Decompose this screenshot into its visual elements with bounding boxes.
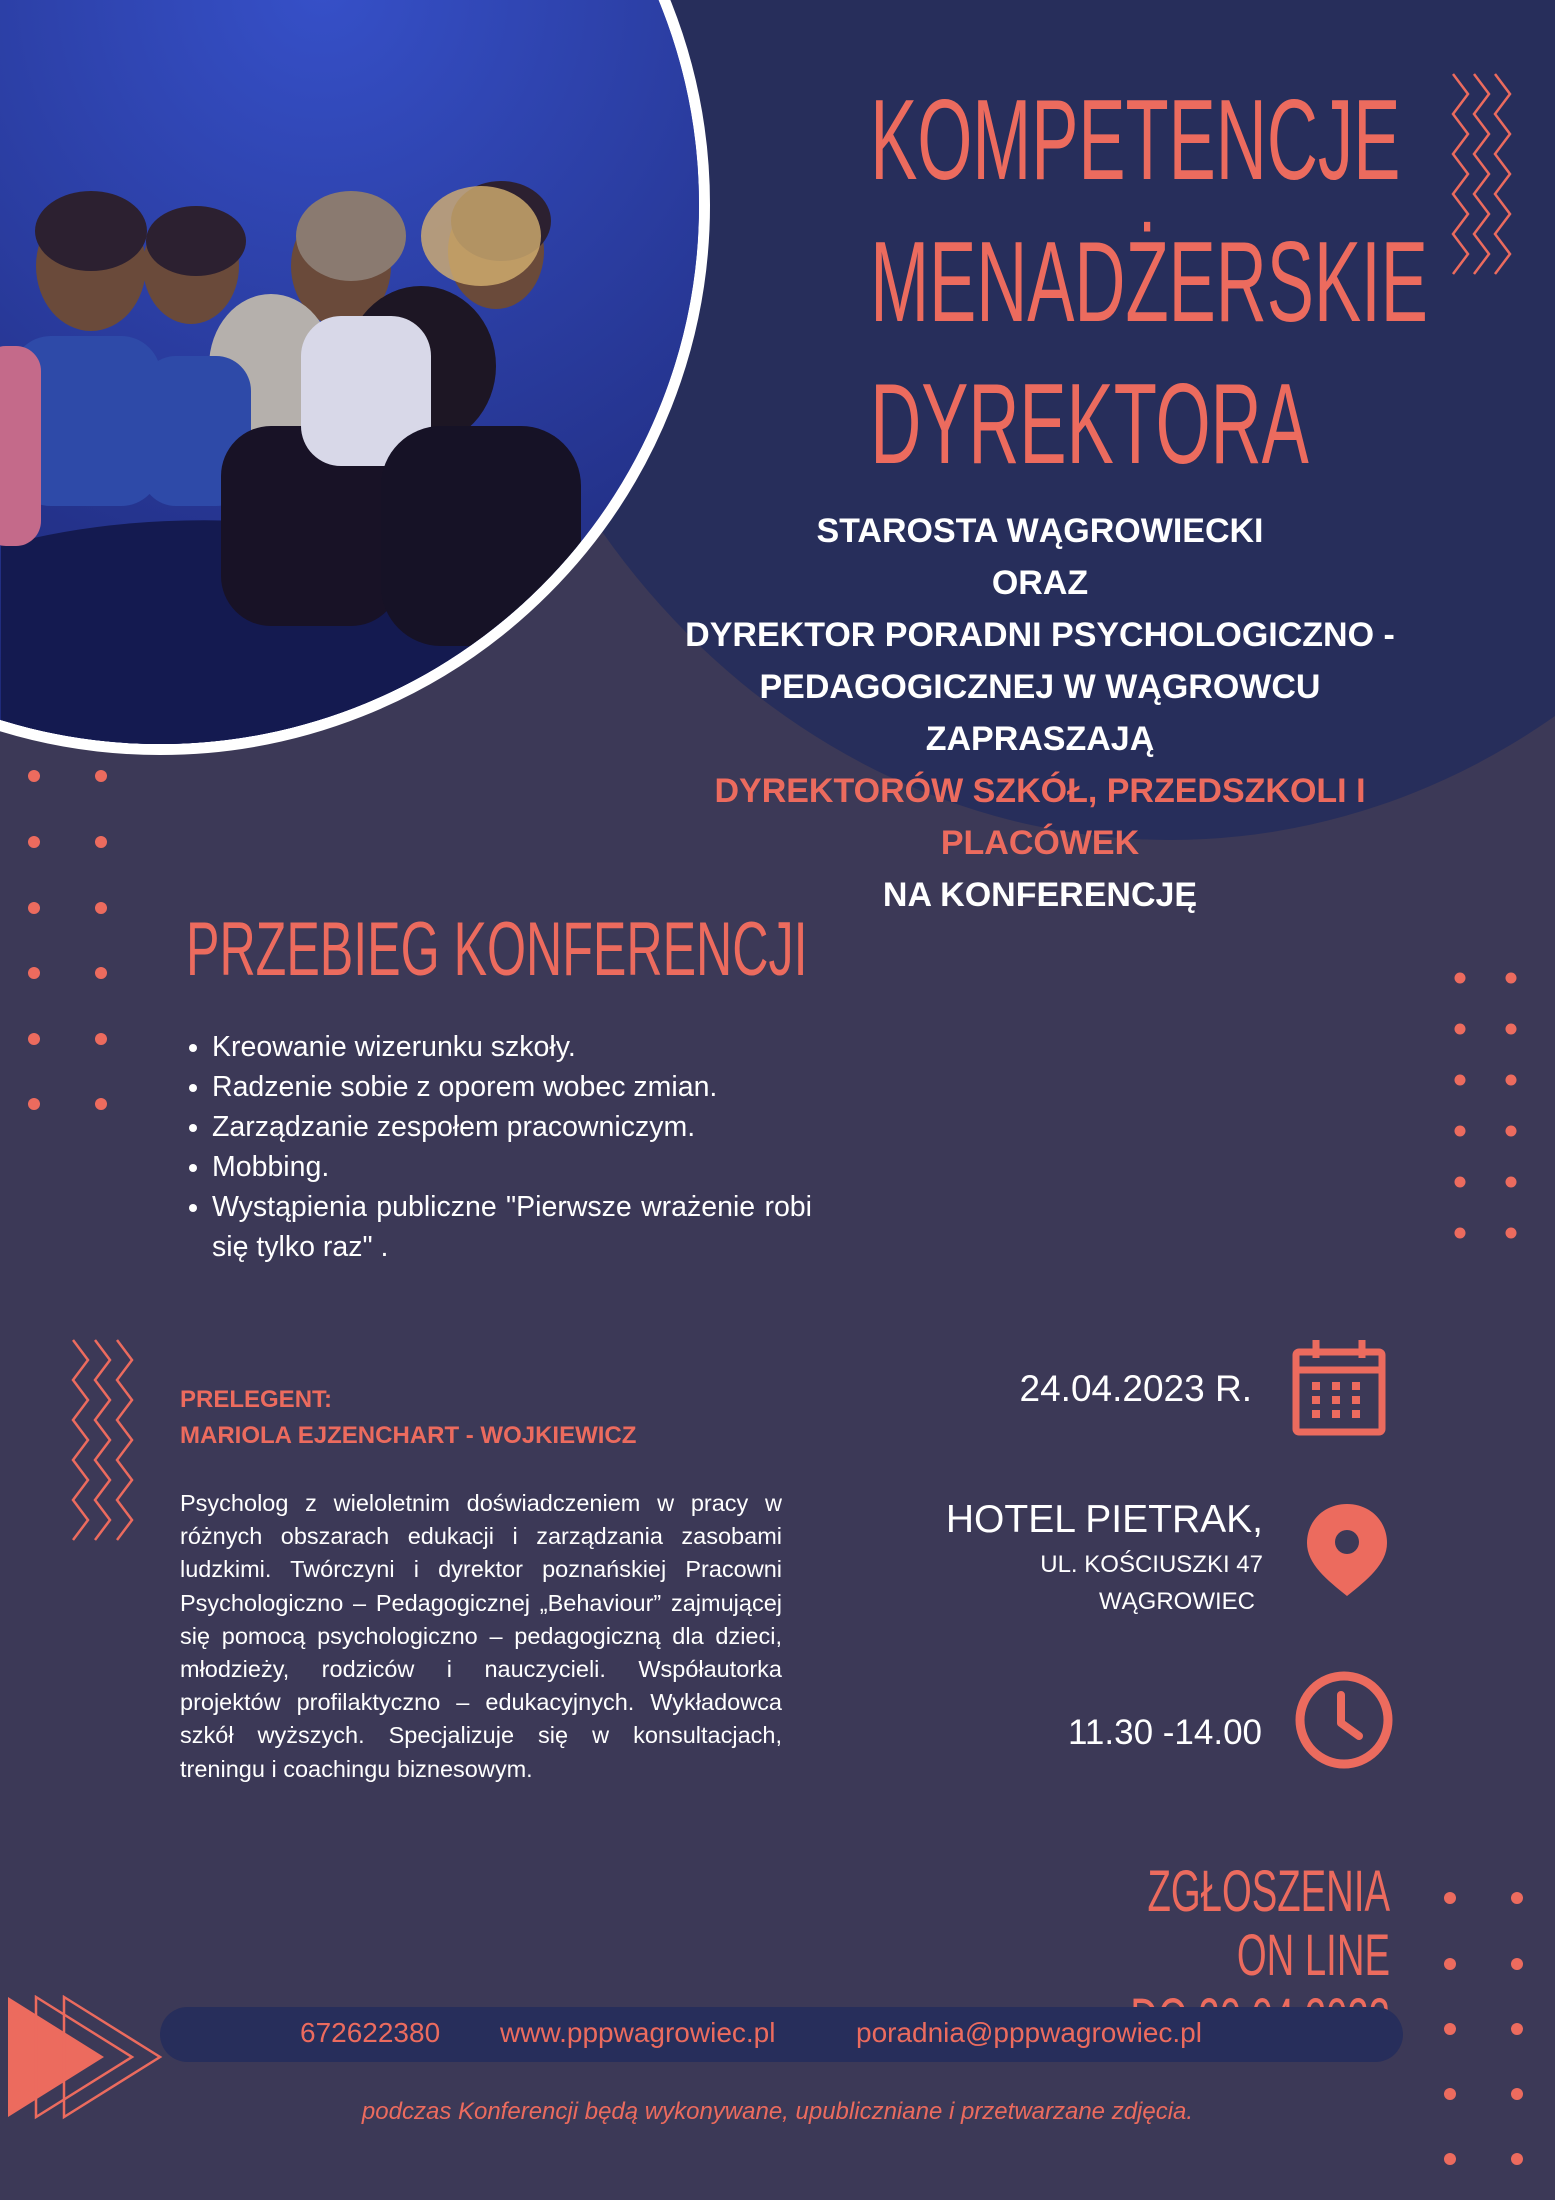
contact-email[interactable]: poradnia@pppwagrowiec.pl [856, 2017, 1202, 2048]
speaker-label: PRELEGENT: [180, 1386, 333, 1413]
event-venue: HOTEL PIETRAK, [945, 1498, 1263, 1541]
event-address-street: UL. KOŚCIUSZKI 47 [1040, 1551, 1263, 1578]
speaker-bio: Psycholog z wieloletnim doświadczeniem w pracy w różnych obszarach edukacji i zarządzania zasobami ludzkimi. Twórczyni i dyrektor poznańskiej Pracowni Psychologiczno – Pedagogicznej „Behaviour” zajmującej się pomocą psychologiczno – pedagogiczną dla dzieci, młodzieży, rodziców i nauczycieli. Współautorka projektów profilaktyczno – edukacyjnych. Wykładowca szkół wyższych. Specjalizuje się w konsultacjach, treningu i coachingu biznesowym. [180, 1490, 782, 1782]
agenda-list [182, 1027, 812, 1267]
contact-bar [160, 2007, 1403, 2062]
organizer-conjunction: ORAZ [991, 564, 1089, 602]
audience-photo [0, 0, 710, 755]
zigzag-decoration-left [68, 1338, 140, 1542]
event-date: 24.04.2023 R. [1019, 1368, 1252, 1409]
agenda-title: PRZEBIEG KONFERENCJI [186, 907, 808, 992]
invitation-block [640, 505, 1440, 921]
zigzag-decoration-top [1448, 72, 1518, 276]
footer-note: podczas Konferencji będą wykonywane, upubliczniane i przetwarzane zdjęcia. [361, 2098, 1194, 2125]
organizer-2-line-2: PEDAGOGICZNEJ W WĄGROWCU [759, 668, 1321, 706]
agenda-item: • Radzenie sobie z oporem wobec zmian. [212, 1067, 812, 1107]
invite-verb: ZAPRASZAJĄ [925, 720, 1155, 758]
event-time: 11.30 -14.00 [1068, 1713, 1262, 1752]
invite-closing: NA KONFERENCJĘ [882, 876, 1198, 914]
title-line-1: KOMPETENCJE [870, 77, 1401, 204]
agenda-item: • Wystąpienia publiczne "Pierwsze wrażenie robi się tylko raz" . [212, 1187, 812, 1267]
contact-website[interactable]: www.pppwagrowiec.pl [500, 2017, 776, 2048]
calendar-icon [1292, 1338, 1388, 1436]
audience-line-2: PLACÓWEK [940, 824, 1140, 862]
dot-grid-bottom-right [1440, 1890, 1530, 2170]
title-line-3: DYREKTORA [870, 361, 1309, 488]
agenda-item: • Zarządzanie zespołem pracowniczym. [212, 1107, 812, 1147]
registration-line-1: ZGŁOSZENIA ON LINE [1147, 1859, 1390, 1988]
dot-grid-left [24, 770, 114, 1110]
poster-title [870, 70, 1428, 496]
organizer-2-line-1: DYREKTOR PORADNI PSYCHOLOGICZNO - [685, 616, 1395, 654]
event-address-city: WĄGROWIEC [1099, 1588, 1255, 1615]
agenda-item: • Kreowanie wizerunku szkoły. [212, 1027, 812, 1067]
audience-line-1: DYREKTORÓW SZKÓŁ, PRZEDSZKOLI I [714, 772, 1366, 810]
dot-grid-right [1450, 970, 1520, 1240]
speaker-block [180, 1382, 636, 1454]
title-line-2: MENADŻERSKIE [870, 219, 1428, 346]
contact-phone[interactable]: 672622380 [300, 2017, 441, 2048]
clock-icon [1293, 1669, 1395, 1771]
organizer-1: STAROSTA WĄGROWIECKI [816, 512, 1264, 550]
map-pin-icon [1305, 1502, 1389, 1598]
agenda-item: • Mobbing. [212, 1147, 812, 1187]
audience-illustration [0, 0, 699, 744]
speaker-name: MARIOLA EJZENCHART - WOJKIEWICZ [180, 1422, 637, 1449]
